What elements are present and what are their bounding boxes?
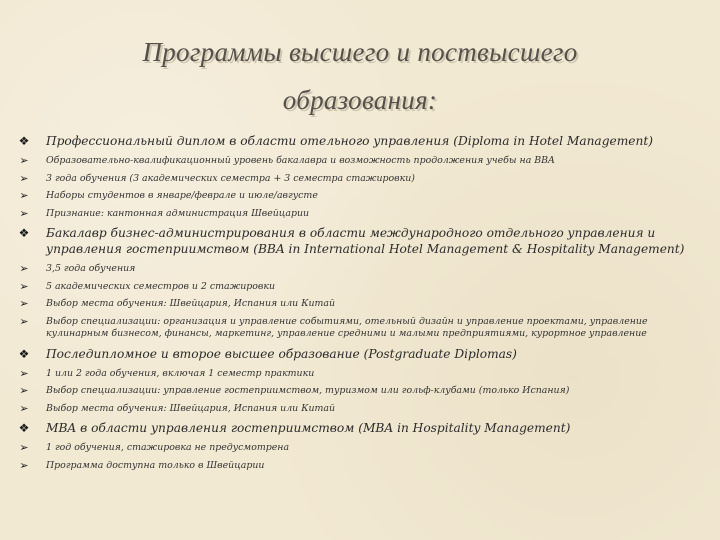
diamond-bullet-icon: ❖ — [18, 226, 30, 240]
list-item-text: Наборы студентов в январе/феврале и июле/августе — [46, 190, 318, 201]
list-item-text: 1 год обучения, стажировка не предусмотрена — [46, 442, 290, 453]
arrow-bullet-icon: ➢ — [19, 314, 29, 328]
arrow-bullet-icon: ➢ — [19, 366, 29, 380]
list-item — [16, 173, 706, 186]
list-item — [16, 190, 706, 203]
list-item — [16, 460, 706, 473]
diamond-bullet-icon: ❖ — [18, 346, 30, 361]
arrow-bullet-icon: ➢ — [19, 297, 29, 310]
list-item-text: Выбор специализации: управление гостеприимством, туризмом или гольф-клубами (только Испания) — [46, 385, 570, 396]
list-item-text: Программа доступна только в Швейцарии — [46, 459, 265, 471]
list-item-text: 3 года обучения (3 академических семестра + 3 семестра стажировки) — [46, 172, 415, 184]
arrow-bullet-icon: ➢ — [19, 262, 29, 275]
list-item-text: 5 академических семестров и 2 стажировки — [46, 280, 276, 292]
section-heading — [16, 225, 706, 257]
list-item — [16, 281, 706, 294]
arrow-bullet-icon: ➢ — [19, 206, 29, 220]
section-heading-text: MBA в области управления гостеприимством (MBA in Hospitality Management) — [46, 421, 571, 435]
title-line-2: образования: — [282, 85, 438, 115]
list-item — [16, 298, 706, 311]
program-list — [16, 133, 706, 477]
arrow-bullet-icon: ➢ — [19, 401, 29, 415]
list-item-text: Образовательно-квалификационный уровень бакалавра и возможность продолжения учебы на BBA — [46, 155, 555, 166]
section-heading-text: Последипломное и второе высшее образование (Postgraduate Diplomas) — [46, 346, 517, 361]
diamond-bullet-icon: ❖ — [18, 421, 30, 435]
list-item — [16, 403, 706, 416]
list-item — [16, 442, 706, 455]
section-heading — [16, 133, 706, 149]
list-item-text: Выбор места обучения: Швейцария, Испания или Китай — [46, 402, 336, 414]
section-heading — [16, 346, 706, 362]
diamond-bullet-icon: ❖ — [18, 134, 30, 148]
section-heading — [16, 420, 706, 436]
list-item-text: Признание: кантонная администрация Швейцарии — [46, 207, 310, 219]
list-item-text: Выбор специализации: организация и управление событиями, отельный дизайн и управление проектами, управление кулинарным бизнесом, финансы, маркетинг, управление средними и малыми предприятиями, курортное управление — [46, 315, 648, 339]
slide-title — [0, 28, 720, 124]
arrow-bullet-icon: ➢ — [19, 171, 29, 185]
list-item — [16, 316, 706, 341]
list-item-text: Выбор места обучения: Швейцария, Испания или Китай — [46, 298, 336, 309]
section-heading-text: Бакалавр бизнес-администрирования в области международного отдельного управления и управления гостеприимством (BBA in International Hotel Management & Hospitality Management) — [46, 226, 685, 256]
arrow-bullet-icon: ➢ — [19, 458, 29, 472]
arrow-bullet-icon: ➢ — [19, 154, 29, 167]
arrow-bullet-icon: ➢ — [19, 279, 29, 293]
list-item — [16, 368, 706, 381]
section-heading-text: Профессиональный диплом в области отельного управления (Diploma in Hotel Management) — [46, 134, 653, 148]
title-line-1: Программы высшего и поствысшего — [142, 37, 578, 67]
arrow-bullet-icon: ➢ — [19, 384, 29, 397]
list-item — [16, 208, 706, 221]
arrow-bullet-icon: ➢ — [19, 189, 29, 202]
list-item — [16, 263, 706, 276]
list-item-text: 3,5 года обучения — [46, 263, 136, 274]
list-item — [16, 155, 706, 168]
list-item — [16, 385, 706, 398]
arrow-bullet-icon: ➢ — [19, 441, 29, 454]
list-item-text: 1 или 2 года обучения, включая 1 семестр практики — [46, 367, 315, 379]
